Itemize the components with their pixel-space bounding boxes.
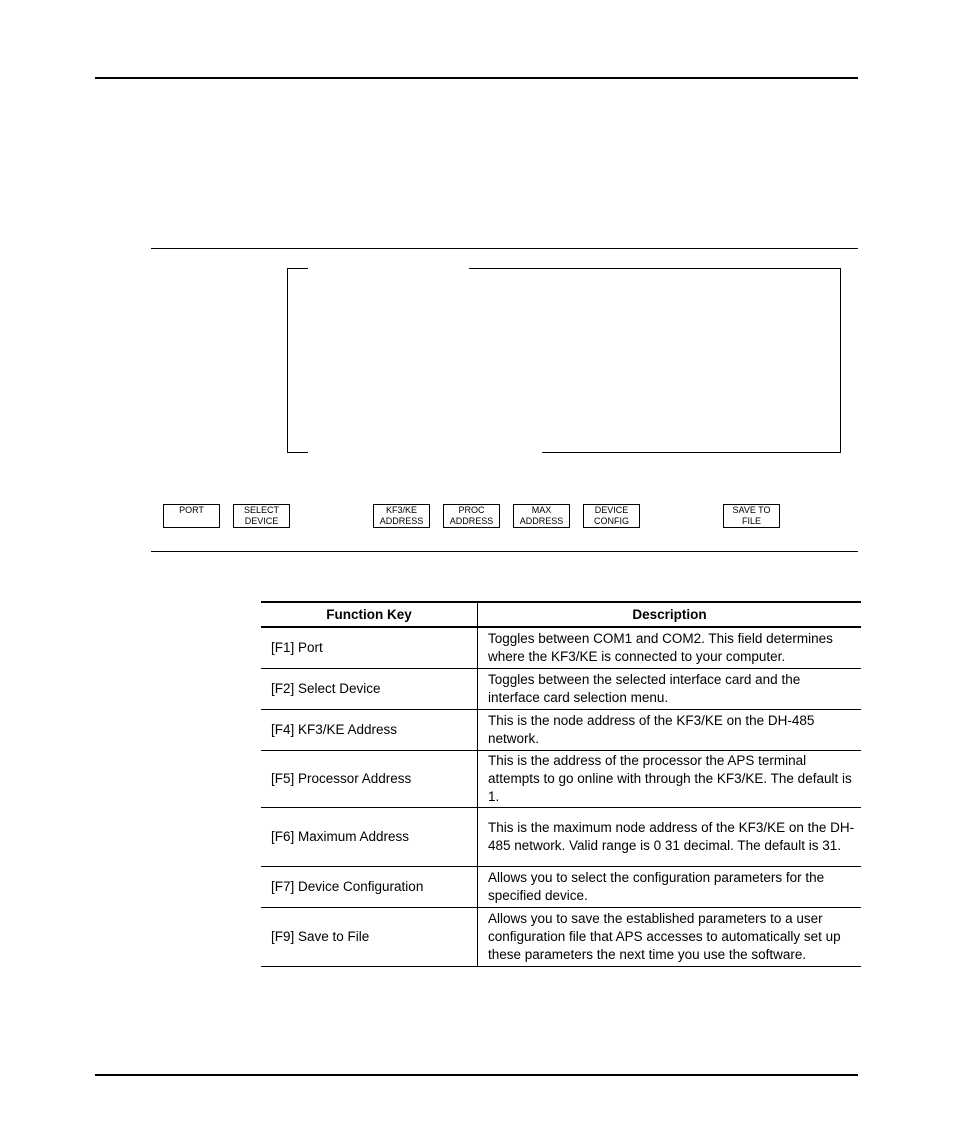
function-key-table [261,601,861,967]
device-config-key[interactable] [583,504,640,528]
table-header-row [261,602,861,627]
function-key-cell: [F7] Device Configuration [261,866,478,907]
column-header: Function Key [261,602,478,627]
key-label: CONFIG [594,516,629,526]
save-to-file-key[interactable] [723,504,780,528]
key-label: FILE [741,516,761,526]
function-key-cell: [F5] Processor Address [261,750,478,807]
key-label: SELECT [243,505,279,515]
table-row [261,627,861,668]
figure-top-rule [151,248,858,249]
screen-box-edge [287,452,308,453]
description-cell: This is the address of the processor the APS terminal attempts to go online with through the KF3/KE. The default is 1. [478,750,862,807]
function-key-cell: [F4] KF3/KE Address [261,709,478,750]
screen-box-edge [469,268,841,269]
key-label: PROC [458,505,485,515]
table-row [261,807,861,866]
max-address-key[interactable] [513,504,570,528]
key-label: ADDRESS [449,516,494,526]
description-cell: Allows you to select the configuration parameters for the specified device. [478,866,862,907]
function-key-cell: [F1] Port [261,627,478,668]
description-cell: Toggles between the selected interface card and the interface card selection menu. [478,668,862,709]
kf3-ke-address-key[interactable] [373,504,430,528]
figure-bottom-rule [151,551,858,552]
key-label: ADDRESS [519,516,564,526]
key-label: DEVICE [594,505,629,515]
key-label: DEVICE [244,516,279,526]
footer-rule [95,1074,858,1076]
key-label: KF3/KE [385,505,417,515]
table-row [261,750,861,807]
screen-box-edge [287,268,288,453]
table-row [261,866,861,907]
description-cell: Toggles between COM1 and COM2. This field determines where the KF3/KE is connected to your computer. [478,627,862,668]
table-row [261,668,861,709]
select-device-key[interactable] [233,504,290,528]
key-label: PORT [179,505,204,515]
port-key[interactable] [163,504,220,528]
screen-box-edge [287,268,308,269]
function-key-cell: [F2] Select Device [261,668,478,709]
screen-box-edge [542,452,841,453]
header-rule [95,77,858,79]
function-key-cell: [F9] Save to File [261,907,478,966]
proc-address-key[interactable] [443,504,500,528]
description-cell: This is the maximum node address of the KF3/KE on the DH-485 network. Valid range is 0 31 decimal. The default is 31. [478,807,862,866]
description-cell: Allows you to save the established parameters to a user configuration file that APS accesses to automatically set up these parameters the next time you use the software. [478,907,862,966]
key-label: SAVE TO [732,505,771,515]
function-key-cell: [F6] Maximum Address [261,807,478,866]
screen-box-edge [840,268,841,453]
key-label: MAX [531,505,552,515]
key-label: ADDRESS [379,516,424,526]
table-row [261,907,861,966]
table-row [261,709,861,750]
column-header: Description [478,602,862,627]
description-cell: This is the node address of the KF3/KE on the DH-485 network. [478,709,862,750]
